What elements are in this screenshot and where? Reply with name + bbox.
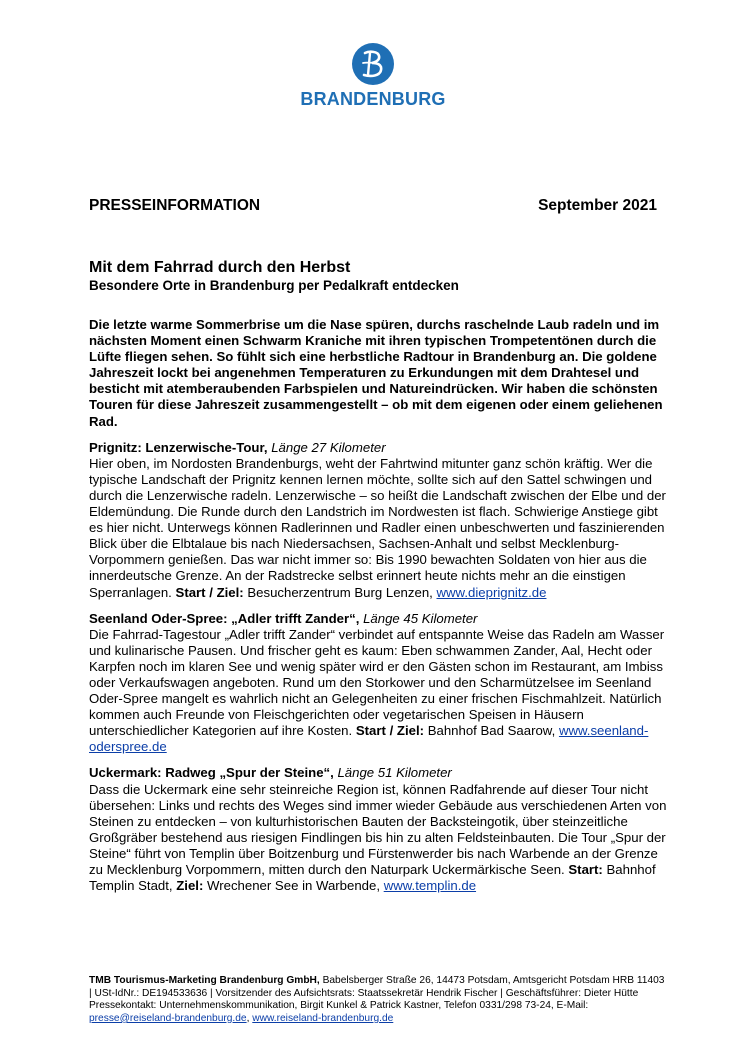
document-date: September 2021 bbox=[538, 197, 657, 214]
footer-separator: , bbox=[246, 1012, 250, 1024]
tour-description: Die Fahrrad-Tagestour „Adler trifft Zander“ verbindet auf entspannte Weise das Radeln am Wasser und kulinarische Pausen. Und frischer geht es kaum: Eben schwammen Zander, Aal, Hecht oder Karpfen noch im klaren See und wenig später wird er den Gästen schon im Restaurant, am Imbiss oder Verkaufswagen angeboten. Rund um den Storkower und den Scharmützelsee im Seenland Oder-Spree mangelt es wahrlich nicht an Gelegenheiten zu einer frischen Fischmahlzeit. Natürlich kommen auch Freunde von Fleischgerichten oder vegetarischen Speisen in Häusern unterschiedlicher Kategorien auf ihre Kosten. bbox=[89, 626, 665, 739]
footer-company: TMB Tourismus-Marketing Brandenburg GmbH, bbox=[89, 975, 320, 986]
brandenburg-logo bbox=[290, 42, 456, 110]
tour-region: Seenland Oder-Spree: „Adler trifft Zander“, bbox=[89, 610, 360, 626]
goal-label: Ziel: bbox=[176, 878, 204, 894]
tour-heading bbox=[89, 440, 667, 456]
tour-link[interactable]: www.dieprignitz.de bbox=[436, 584, 547, 600]
tour-length: Länge 27 Kilometer bbox=[271, 439, 386, 455]
tour-length: Länge 45 Kilometer bbox=[363, 610, 478, 626]
tour-section-uckermark bbox=[89, 765, 667, 894]
tour-heading bbox=[89, 611, 667, 627]
start-label: Start: bbox=[568, 862, 603, 877]
tour-heading bbox=[89, 765, 667, 781]
start-label: Start / Ziel: bbox=[355, 723, 425, 739]
tour-description: Hier oben, im Nordosten Brandenburgs, weht der Fahrtwind mitunter ganz schön kräftig. Wer die typische Landschaft der Prignitz kennen lernen möchte, sollte sich auf den Sattel schwingen und durch die Lenzerwische radeln. Lenzerwische – so heißt die Landschaft zwischen der Elbe und der Eldemündung. Die Runde durch den Landstrich im Nordwesten ist flach. Schwierige Anstiege gibt es hier nicht. Unterwegs können Radlerinnen und Radler einen unbeschwerten und faszinierenden Blick über die Elbtalaue bis nach Niedersachsen, Sachsen-Anhalt und selbst Mecklenburg-Vorpommern genießen. Das war nicht immer so: Bis 1990 bewachten Soldaten von hier aus die innerdeutsche Grenze. An der Radstrecke selbst erinnert heute nichts mehr an die einstigen Sperranlagen. bbox=[89, 455, 666, 600]
tour-region: Prignitz: Lenzerwische-Tour, bbox=[89, 439, 268, 455]
brandenburg-b-icon bbox=[351, 42, 395, 86]
goal-location: Wrechener See in Warbende, bbox=[207, 878, 381, 894]
document-body bbox=[89, 317, 667, 904]
document-header bbox=[89, 197, 657, 215]
start-location: Bahnhof Templin Stadt, bbox=[89, 862, 656, 894]
tour-description: Dass die Uckermark eine sehr steinreiche Region ist, können Radfahrende auf dieser Tour nicht übersehen: Links und rechts des Weges sind immer wieder Gebäude aus verschiedenen Arten von Steinen zu entdecken – von kulturhistorischen Bauten der Backsteingotik, über steinzeitliche Großgräber bestehend aus riesigen Findlingen bis hin zu alten Feldsteinbauten. Die Tour „Spur der Steine“ führt von Templin über Boitzenburg und Fürstenwerder bis nach Warbende an der Grenze zu Mecklenburg Vorpommern, mitten durch den Naturpark Uckermärkische Seen. bbox=[89, 781, 667, 877]
footer-email-link[interactable]: presse@reiseland-brandenburg.de bbox=[89, 1012, 247, 1024]
tour-link[interactable]: www.seenland-oderspree.de bbox=[89, 723, 649, 755]
footer-website-link[interactable]: www.reiseland-brandenburg.de bbox=[252, 1012, 394, 1024]
logo-wordmark: BRANDENBURG bbox=[300, 89, 446, 109]
footer-details: Babelsberger Straße 26, 14473 Potsdam, Amtsgericht Potsdam HRB 11403 | USt-IdNr.: DE194533636 | Vorsitzender des Aufsichtsrats: Staatssekretär Hendrik Fischer | Geschäftsführer: Dieter Hütte Pressekontakt: Unternehmenskommunikation, Birgit Kunkel & Patrick Kastner, Telefon 0331/298 73-24, E-Mail: bbox=[89, 975, 665, 1012]
start-location: Bahnhof Bad Saarow, bbox=[427, 723, 556, 739]
start-location: Besucherzentrum Burg Lenzen, bbox=[247, 584, 433, 600]
page-title: Mit dem Fahrrad durch den Herbst bbox=[89, 259, 351, 276]
tour-region: Uckermark: Radweg „Spur der Steine“, bbox=[89, 765, 334, 781]
intro-paragraph: Die letzte warme Sommerbrise um die Nase spüren, durchs raschelnde Laub radeln und im nächsten Moment einen Schwarm Kraniche mit ihren typischen Trompetentönen durch die Lüfte fliegen sehen. So fühlt sich eine herbstliche Radtour in Brandenburg an. Die goldene Jahreszeit lockt bei angenehmen Temperaturen zu Erkundungen mit dem Drahtesel und besticht mit atemberaubenden Farbspielen und Natureindrücken. Wir haben die schönsten Touren für diese Jahreszeit zusammengestellt – ob mit dem eigenen oder einem geliehenen Rad. bbox=[89, 317, 663, 429]
document-type-label: PRESSEINFORMATION bbox=[89, 197, 261, 214]
tour-section-seenland bbox=[89, 611, 667, 756]
page-subtitle: Besondere Orte in Brandenburg per Pedalkraft entdecken bbox=[89, 278, 459, 293]
tour-section-prignitz bbox=[89, 440, 667, 601]
start-label: Start / Ziel: bbox=[175, 584, 244, 600]
title-block bbox=[89, 259, 669, 294]
tour-link[interactable]: www.templin.de bbox=[383, 878, 477, 894]
tour-length: Länge 51 Kilometer bbox=[337, 765, 452, 781]
footer bbox=[89, 975, 669, 1025]
